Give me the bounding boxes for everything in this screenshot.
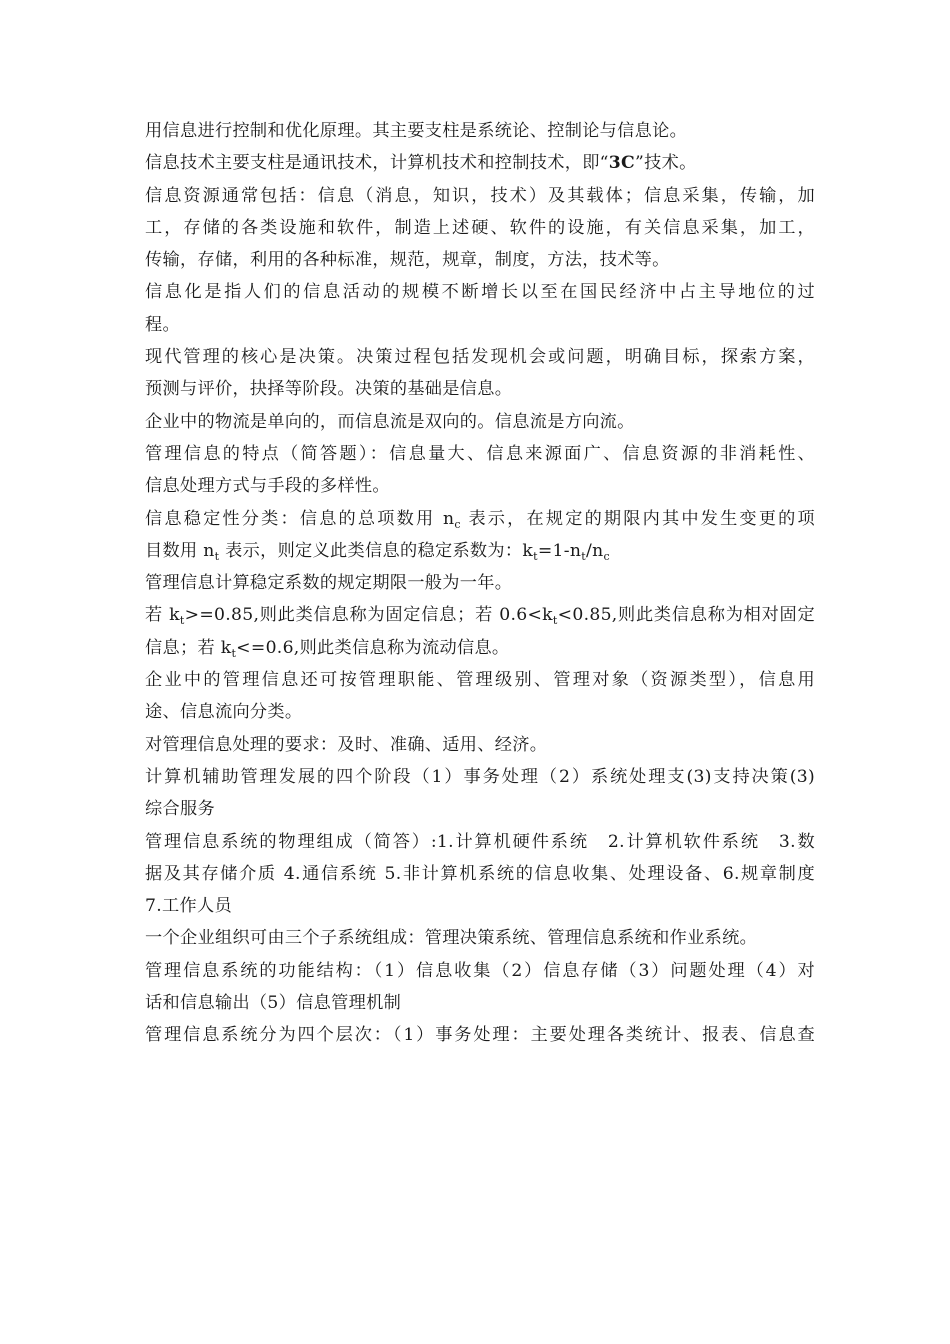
text-line: 综合服务 — [145, 799, 215, 820]
text-span: 若 k — [145, 605, 180, 626]
subscript: t — [179, 614, 185, 628]
text-line: 现代管理的核心是决策。决策过程包括发现机会或问题，明确目标，探索方案， — [145, 347, 815, 368]
subscript: t — [214, 549, 220, 563]
subscript: t — [552, 614, 558, 628]
text-span: <=0.6,则此类信息称为流动信息。 — [236, 637, 510, 658]
text-line: 对管理信息处理的要求：及时、准确、适用、经济。 — [145, 734, 548, 755]
text-line: 管理信息计算稳定系数的规定期限一般为一年。 — [145, 573, 513, 594]
text-line: 程。 — [145, 314, 180, 335]
text-line: 管理信息系统的功能结构：（1）信息收集（2）信息存储（3）问题处理（4）对 — [145, 960, 815, 981]
text-line: 据及其存储介质 4.通信系统 5.非计算机系统的信息收集、处理设备、6.规章制度 — [145, 863, 815, 884]
text-span: /n — [586, 540, 604, 561]
subscript: c — [603, 549, 610, 563]
stability-line-1 — [145, 503, 815, 535]
text-line: 企业中的物流是单向的，而信息流是双向的。信息流是方向流。 — [145, 411, 635, 432]
subscript: t — [581, 549, 587, 563]
subscript: c — [454, 517, 461, 531]
text-span: 表示，则定义此类信息的稳定系数为：k — [219, 540, 534, 561]
text-span: =1-n — [537, 540, 582, 561]
text-line: 工，存储的各类设施和软件，制造上述硬、软件的设施，有关信息采集，加工， — [145, 217, 815, 238]
text-line-3c — [145, 147, 815, 179]
text-line: 管理信息系统分为四个层次：（1）事务处理：主要处理各类统计、报表、信息查 — [145, 1025, 815, 1046]
text-span: 信息稳定性分类：信息的总项数用 n — [145, 508, 455, 529]
document-body — [145, 115, 815, 1052]
text-line: 用信息进行控制和优化原理。其主要支柱是系统论、控制论与信息论。 — [145, 121, 688, 141]
text-line: 企业中的管理信息还可按管理职能、管理级别、管理对象（资源类型），信息用 — [145, 670, 815, 691]
text-line: 7.工作人员 — [145, 896, 232, 917]
text-line: 传输，存储，利用的各种标准，规范，规章，制度，方法，技术等。 — [145, 250, 670, 271]
text-span: >=0.85,则此类信息称为固定信息；若 0.6<k — [184, 605, 553, 626]
subscript: t — [533, 549, 538, 563]
fixed-line-1 — [145, 599, 815, 631]
text-span: 信息技术主要支柱是通讯技术，计算机技术和控制技术，即“ — [145, 153, 609, 174]
subscript: t — [231, 646, 237, 660]
text-span: 表示，在规定的期限内其中发生变更的项 — [460, 508, 815, 529]
text-line: 管理信息系统的物理组成（简答）:1.计算机硬件系统 2.计算机软件系统 3.数 — [145, 831, 815, 852]
bold-3c: 3C — [608, 153, 636, 174]
text-line: 话和信息输出（5）信息管理机制 — [145, 993, 402, 1014]
text-span: 信息；若 k — [145, 637, 232, 658]
text-span: 目数用 n — [145, 540, 215, 561]
stability-line-2 — [145, 535, 815, 567]
text-line: 信息处理方式与手段的多样性。 — [145, 476, 390, 497]
text-line: 信息资源通常包括：信息（消息，知识，技术）及其载体；信息采集，传输，加 — [145, 185, 815, 206]
text-line: 一个企业组织可由三个子系统组成：管理决策系统、管理信息系统和作业系统。 — [145, 928, 758, 949]
text-line: 管理信息的特点（简答题）：信息量大、信息来源面广、信息资源的非消耗性、 — [145, 443, 815, 464]
text-line: 预测与评价，抉择等阶段。决策的基础是信息。 — [145, 379, 513, 400]
text-line: 信息化是指人们的信息活动的规模不断增长以至在国民经济中占主导地位的过 — [145, 282, 815, 303]
text-line: 途、信息流向分类。 — [145, 702, 303, 723]
text-line: 计算机辅助管理发展的四个阶段（1）事务处理（2）系统处理支(3)支持决策(3) — [145, 766, 815, 787]
text-span: <0.85,则此类信息称为相对固定 — [557, 605, 815, 626]
fixed-line-2 — [145, 632, 815, 664]
text-span: ”技术。 — [635, 153, 697, 174]
